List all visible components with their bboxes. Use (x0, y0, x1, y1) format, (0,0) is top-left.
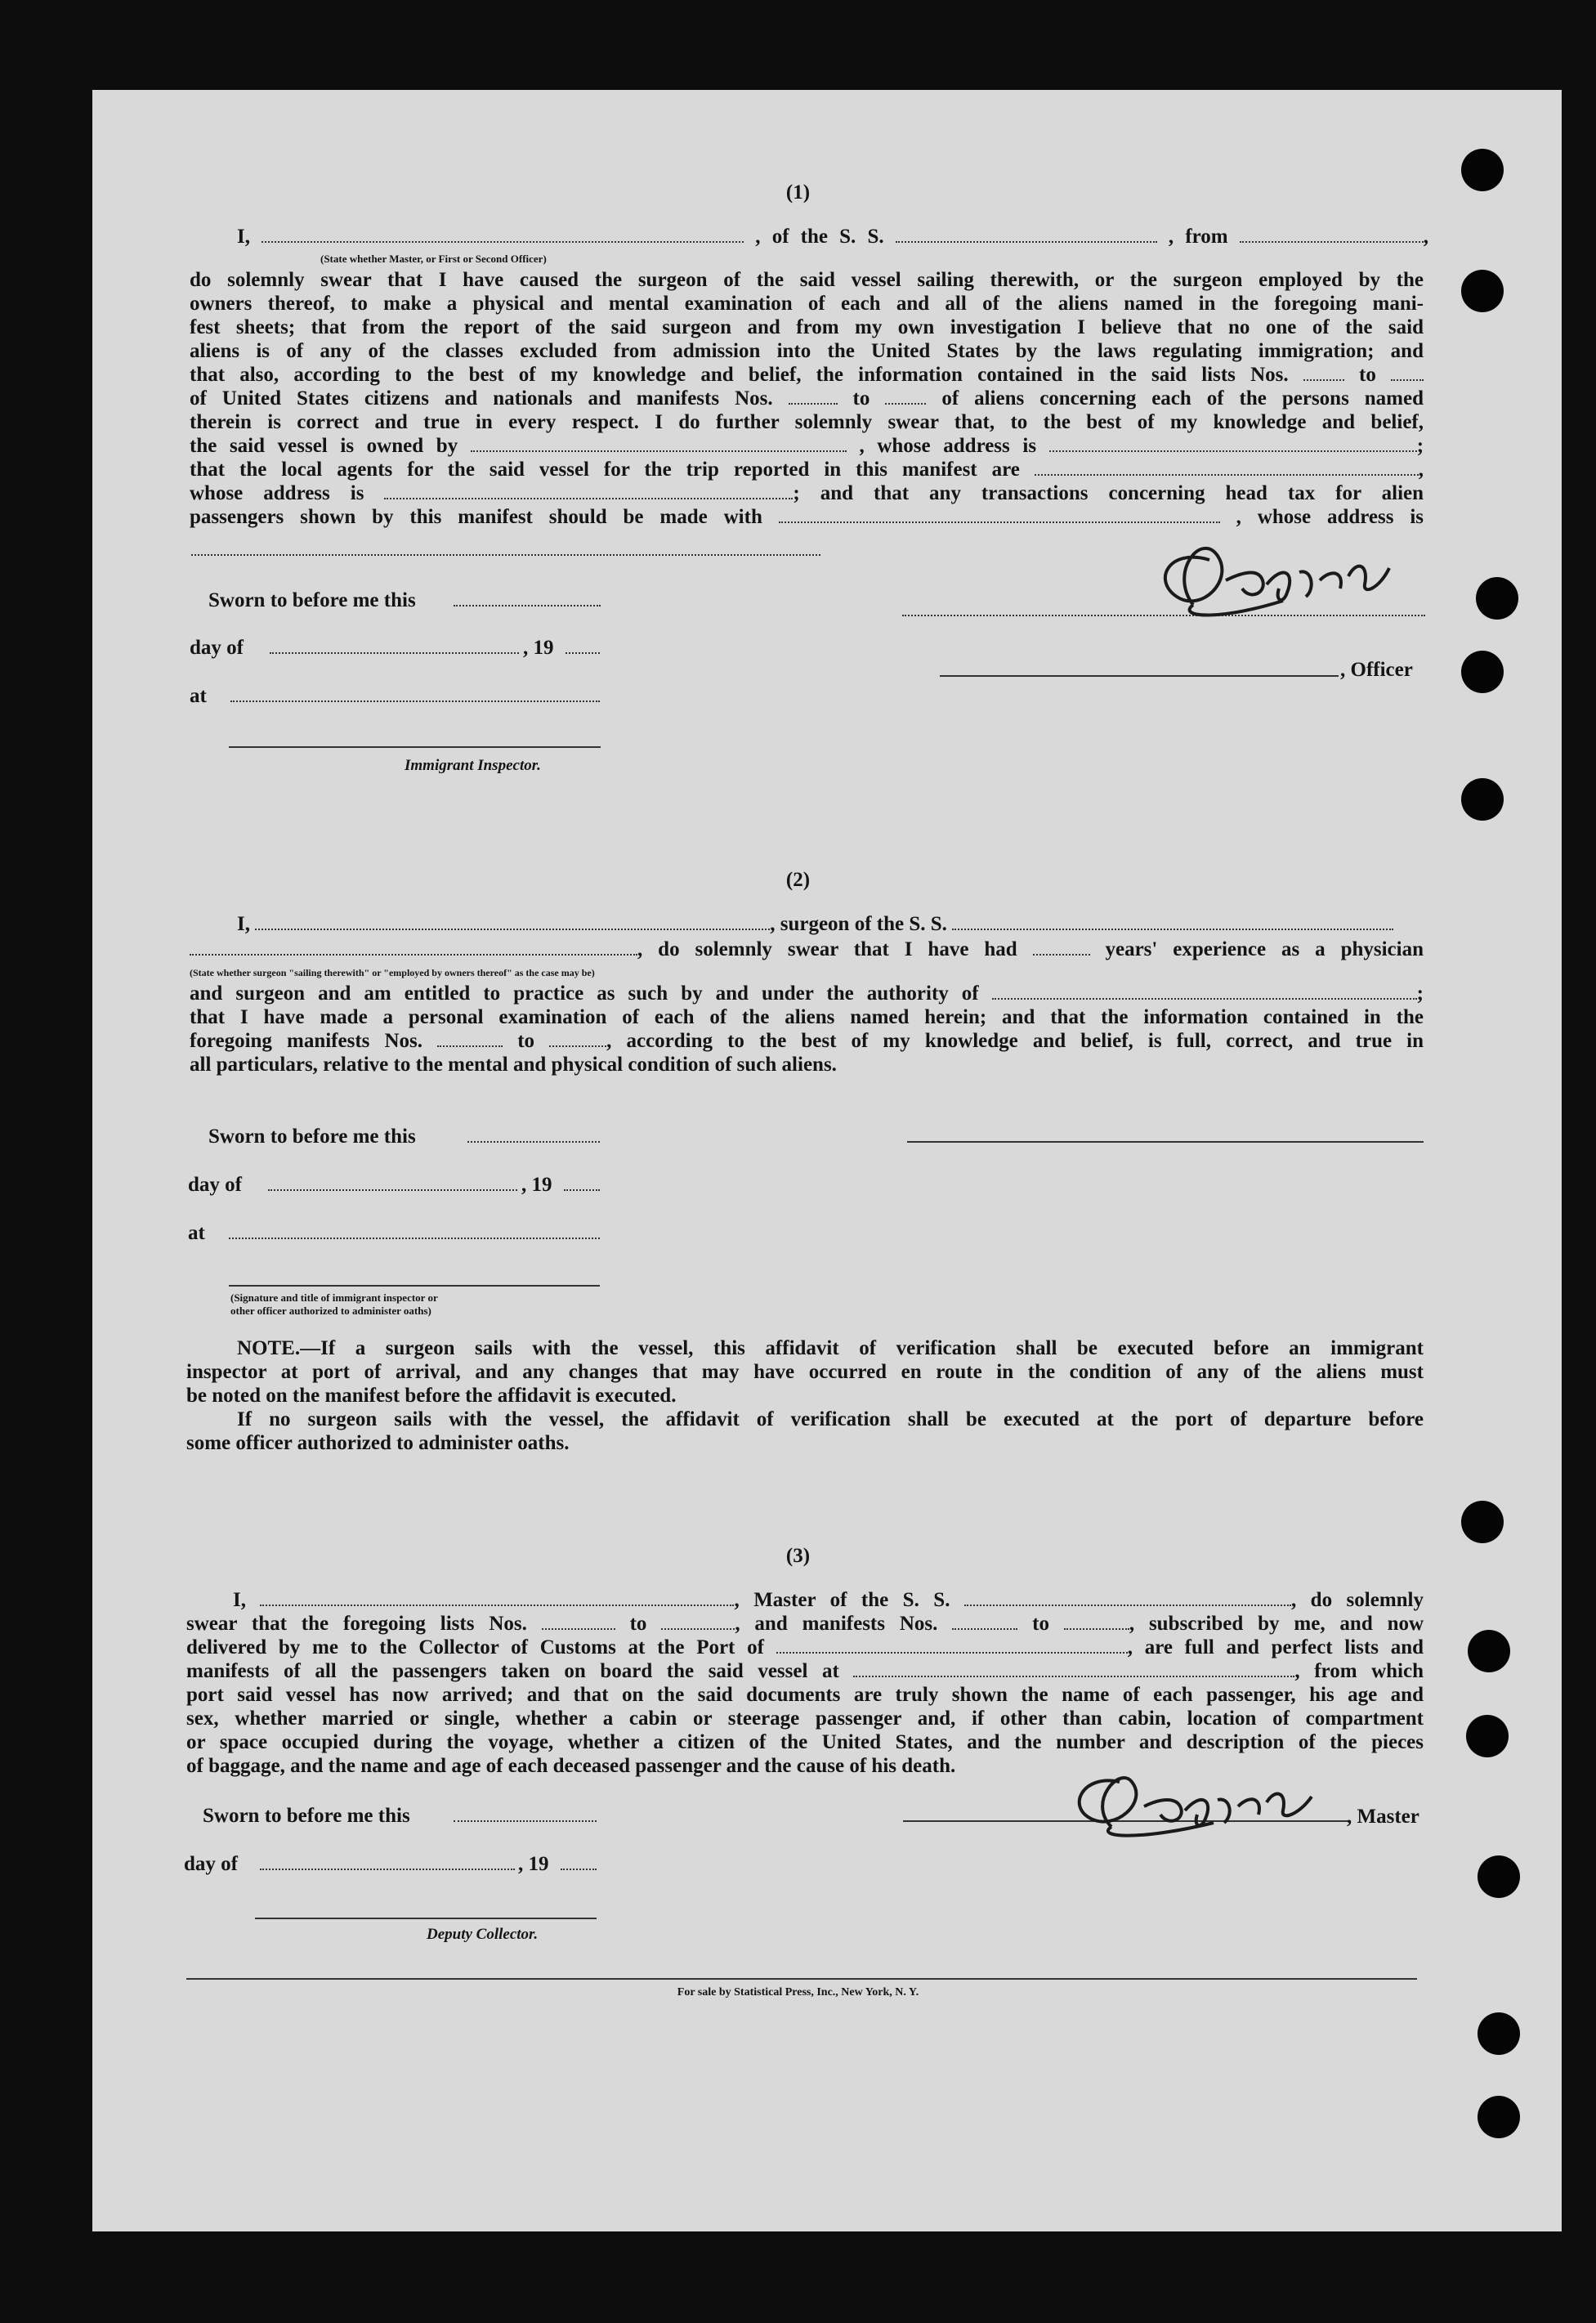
officer-label: , Officer (1340, 659, 1413, 681)
s3-lists-to-field[interactable] (661, 1612, 735, 1630)
note-line-2: inspector at port of arrival, and any changes that may have occurred en route in the condition of any of the aliens must (186, 1361, 1424, 1383)
lists-from-field[interactable] (1303, 363, 1344, 381)
port-of-departure-field[interactable] (853, 1659, 1294, 1677)
s2-vessel-field[interactable] (952, 912, 1393, 930)
s2-month-field[interactable] (268, 1189, 517, 1191)
s2-line-1: I, , surgeon of the S. S. (237, 912, 1428, 937)
s3-line-6: sex, whether married or single, whether a cabin or steerage passenger and, if other than cabin, location of compartment (186, 1708, 1424, 1730)
s3-line-3: delivered by me to the Collector of Customs at the Port of , are full and perfect lists and (186, 1636, 1424, 1658)
s1-line-12: passengers shown by this manifest should be made with , whose address is (190, 506, 1424, 528)
s1-line-6: that also, according to the best of my knowledge and belief, the information contained in the said lists Nos. to (190, 363, 1424, 387)
master-name-field[interactable] (260, 1588, 734, 1606)
lists-to-field[interactable] (1391, 363, 1424, 381)
s1-line-4: fest sheets; that from the report of the said surgeon and from my own investigation I believe that no one of the said (190, 316, 1424, 338)
head-tax-address-field[interactable] (191, 554, 820, 556)
officer-title-note: (State whether Master, or First or Second Officer) (320, 253, 547, 265)
head-tax-party-field[interactable] (779, 505, 1220, 523)
surgeon-type-field[interactable] (190, 938, 637, 956)
officer-title-field[interactable] (262, 225, 744, 243)
s3-line-4: manifests of all the passengers taken on board the said vessel at , from which (186, 1660, 1424, 1682)
s3-manifests-to-field[interactable] (1064, 1612, 1129, 1630)
s3-sworn-day-field[interactable] (454, 1820, 597, 1822)
section-1-number: (1) (785, 181, 811, 204)
practice-authority-field[interactable] (992, 982, 1417, 1000)
binder-hole (1478, 2096, 1520, 2138)
s1-line-10: that the local agents for the said vessel for the trip reported in this manifest are , (190, 459, 1424, 481)
binder-hole (1461, 778, 1504, 821)
s3-sworn-label: Sworn to before me this (203, 1805, 410, 1827)
manifests-to-field[interactable] (885, 387, 926, 405)
s1-line-7: of United States citizens and nationals and manifests Nos. to of aliens concerning each of the persons named (190, 387, 1424, 410)
s2-manifests-to-field[interactable] (549, 1029, 606, 1047)
s2-sworn-day-field[interactable] (467, 1141, 600, 1143)
s2-line-6: all particulars, relative to the mental and physical condition of such aliens. (190, 1054, 837, 1076)
officer-signature-line[interactable] (940, 675, 1339, 677)
s2-sworn-label: Sworn to before me this (208, 1126, 416, 1148)
master-label: , Master (1347, 1806, 1419, 1828)
s3-lists-from-field[interactable] (542, 1612, 615, 1630)
section-3-number: (3) (785, 1545, 811, 1567)
footer-rule (186, 1978, 1417, 1980)
s1-line-3: owners thereof, to make a physical and mental examination of each and all of the aliens named in the foregoing mani- (190, 293, 1424, 315)
s1-year-field[interactable] (566, 652, 600, 654)
years-experience-field[interactable] (1033, 938, 1090, 956)
s3-manifests-from-field[interactable] (952, 1612, 1017, 1630)
port-of-arrival-field[interactable] (776, 1636, 1128, 1654)
binder-hole (1461, 651, 1504, 693)
s1-line-9: the said vessel is owned by , whose address is ; (190, 435, 1424, 457)
s2-manifests-from-field[interactable] (437, 1029, 503, 1047)
master-signature (1042, 1757, 1369, 1847)
binder-hole (1461, 270, 1504, 312)
s2-year-label: , 19 (521, 1174, 552, 1196)
s2-at-field[interactable] (229, 1238, 600, 1239)
surgeon-signature-line[interactable] (907, 1141, 1424, 1143)
agents-address-field[interactable] (384, 481, 793, 499)
local-agents-field[interactable] (1035, 458, 1419, 476)
s1-line-11: whose address is ; and that any transactions concerning head tax for alien (190, 482, 1424, 504)
binder-hole (1478, 2012, 1520, 2055)
s1-at-label: at (190, 685, 207, 707)
s1-sworn-day-field[interactable] (454, 605, 601, 606)
footer-imprint: For sale by Statistical Press, Inc., New York, N. Y. (677, 1986, 919, 1998)
binder-hole (1461, 1501, 1504, 1543)
s3-year-field[interactable] (561, 1869, 597, 1870)
s3-line-1: I, , Master of the S. S. , do solemnly (233, 1589, 1424, 1611)
s2-day-label: day of (188, 1174, 242, 1196)
s2-line-2: , do solemnly swear that I have had years' experience as a physician (190, 938, 1424, 962)
binder-hole (1466, 1715, 1509, 1757)
s1-sworn-label: Sworn to before me this (208, 589, 416, 611)
note-line-3: be noted on the manifest before the affidavit is executed. (186, 1385, 677, 1407)
s2-line-3: and surgeon and am entitled to practice as such by and under the authority of ; (190, 982, 1424, 1005)
binder-hole (1476, 577, 1518, 620)
s2-at-label: at (188, 1222, 205, 1244)
owner-field[interactable] (471, 434, 847, 452)
immigrant-inspector-signature-line[interactable] (229, 746, 601, 748)
s2-inspector-signature-line[interactable] (229, 1285, 600, 1287)
deputy-collector-signature-line[interactable] (255, 1918, 597, 1919)
surgeon-name-field[interactable] (255, 912, 770, 930)
s2-line-4: that I have made a personal examination of each of the aliens named herein; and that the information contained in the (190, 1006, 1424, 1028)
manifests-from-field[interactable] (789, 387, 838, 405)
s1-month-field[interactable] (270, 652, 519, 654)
s3-day-label: day of (184, 1853, 238, 1875)
immigrant-inspector-label: Immigrant Inspector. (405, 757, 541, 774)
s1-day-label: day of (190, 637, 244, 659)
note-line-1: NOTE.—If a surgeon sails with the vessel, this affidavit of verification shall be executed before an immigrant (237, 1337, 1424, 1359)
s3-year-label: , 19 (518, 1853, 549, 1875)
s1-line-8: therein is correct and true in every respect. I do further solemnly swear that, to the best of my knowledge and belief, (190, 411, 1424, 433)
s1-line-5: aliens is of any of the classes excluded from admission into the United States by the laws regulating immigration; and (190, 340, 1424, 362)
deputy-collector-label: Deputy Collector. (427, 1926, 539, 1943)
note-line-4: If no surgeon sails with the vessel, the affidavit of verification shall be executed at the port of departure before (237, 1408, 1424, 1430)
s3-line-7: or space occupied during the voyage, whether a citizen of the United States, and the number and description of the pieces (186, 1731, 1424, 1753)
note-line-5: some officer authorized to administer oaths. (186, 1432, 570, 1454)
s2-line-5: foregoing manifests Nos. to , according to the best of my knowledge and belief, is full, correct, and true in (190, 1030, 1424, 1052)
section-2-number: (2) (785, 869, 811, 891)
surgeon-type-note: (State whether surgeon "sailing therewith" or "employed by owners thereof" as the case may be) (190, 967, 595, 978)
owner-address-field[interactable] (1049, 434, 1417, 452)
s3-line-8: of baggage, and the name and age of each deceased passenger and the cause of his death. (186, 1755, 956, 1777)
s2-sig-note-1: (Signature and title of immigrant inspector or (230, 1291, 438, 1304)
vessel-name-field[interactable] (896, 225, 1157, 243)
s3-vessel-field[interactable] (964, 1588, 1291, 1606)
s1-at-field[interactable] (230, 700, 600, 702)
s1-year-label: , 19 (523, 637, 554, 659)
s1-line-1: I, , of the S. S. , from , (237, 226, 1429, 248)
officer-signature (1120, 523, 1430, 638)
s2-year-field[interactable] (564, 1189, 600, 1191)
s3-line-2: swear that the foregoing lists Nos. to , and manifests Nos. to , subscribed by me, and now (186, 1613, 1424, 1635)
s2-sig-note-2: other officer authorized to administer oaths) (230, 1305, 431, 1317)
s1-line-2: do solemnly swear that I have caused the surgeon of the said vessel sailing therewith, or the surgeon employed by the (190, 269, 1424, 291)
s3-month-field[interactable] (260, 1869, 515, 1870)
s3-line-5: port said vessel has now arrived; and that on the said documents are truly shown the name of each passenger, his age and (186, 1684, 1424, 1706)
binder-hole (1468, 1630, 1510, 1672)
binder-hole (1478, 1855, 1520, 1898)
from-port-field[interactable] (1240, 225, 1424, 243)
